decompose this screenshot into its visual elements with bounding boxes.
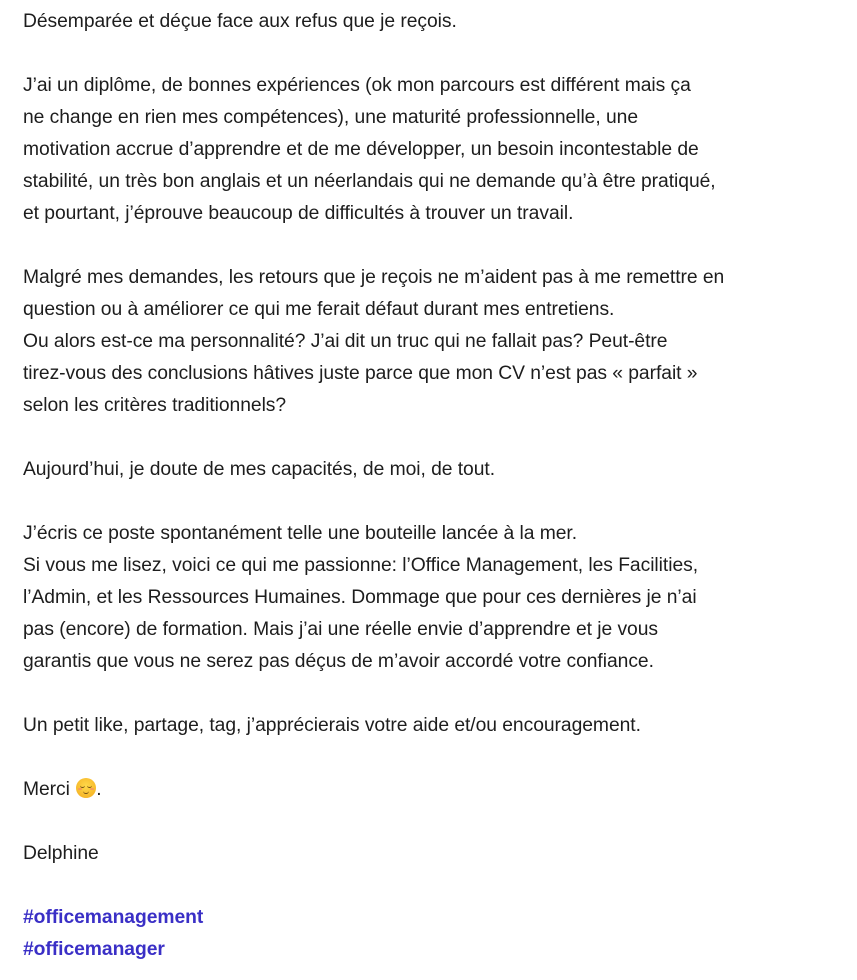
text-line: stabilité, un très bon anglais et un néerlandais qui ne demande qu’à être pratiqué, bbox=[23, 171, 716, 192]
text-line: Un petit like, partage, tag, j’apprécierais votre aide et/ou encouragement. bbox=[23, 715, 641, 736]
hashtag-link-truncated[interactable] bbox=[23, 966, 843, 980]
thanks-suffix: . bbox=[96, 779, 102, 800]
post-body bbox=[23, 6, 843, 980]
text-line: Désemparée et déçue face aux refus que je reçois. bbox=[23, 11, 457, 32]
paragraph-interests bbox=[23, 518, 843, 678]
text-line: ne change en rien mes compétences), une maturité professionnelle, une bbox=[23, 107, 638, 128]
signature: Delphine bbox=[23, 843, 99, 864]
thanks-line bbox=[23, 774, 843, 806]
paragraph-qualifications bbox=[23, 70, 843, 230]
text-line: question ou à améliorer ce qui me ferait défaut durant mes entretiens. bbox=[23, 299, 615, 320]
paragraph-feedback bbox=[23, 262, 843, 422]
text-line: et pourtant, j’éprouve beaucoup de difficultés à trouver un travail. bbox=[23, 203, 574, 224]
hashtag-list bbox=[23, 902, 843, 980]
thanks-text: Merci bbox=[23, 779, 70, 800]
text-line: J’ai un diplôme, de bonnes expériences (ok mon parcours est différent mais ça bbox=[23, 75, 691, 96]
text-line: Aujourd’hui, je doute de mes capacités, de moi, de tout. bbox=[23, 459, 496, 480]
smiling-face-emoji-icon bbox=[76, 778, 96, 798]
text-line: garantis que vous ne serez pas déçus de m’avoir accordé votre confiance. bbox=[23, 651, 654, 672]
text-line: l’Admin, et les Ressources Humaines. Dommage que pour ces dernières je n’ai bbox=[23, 587, 697, 608]
text-line: J’écris ce poste spontanément telle une bouteille lancée à la mer. bbox=[23, 523, 578, 544]
text-line: pas (encore) de formation. Mais j’ai une réelle envie d’apprendre et je vous bbox=[23, 619, 658, 640]
text-line: Si vous me lisez, voici ce qui me passionne: l’Office Management, les Facilities, bbox=[23, 555, 699, 576]
text-line: Ou alors est-ce ma personnalité? J’ai dit un truc qui ne fallait pas? Peut-être bbox=[23, 331, 668, 352]
paragraph-intro bbox=[23, 6, 843, 38]
text-line: Malgré mes demandes, les retours que je reçois ne m’aident pas à me remettre en bbox=[23, 267, 725, 288]
text-line: tirez-vous des conclusions hâtives juste parce que mon CV n’est pas « parfait » bbox=[23, 363, 698, 384]
text-line: selon les critères traditionnels? bbox=[23, 395, 287, 416]
paragraph-call-to-action bbox=[23, 710, 843, 742]
hashtag-link[interactable]: #officemanagement bbox=[23, 907, 204, 928]
hashtag-link[interactable]: #officemanager bbox=[23, 939, 165, 960]
paragraph-doubt bbox=[23, 454, 843, 486]
text-line: motivation accrue d’apprendre et de me développer, un besoin incontestable de bbox=[23, 139, 699, 160]
